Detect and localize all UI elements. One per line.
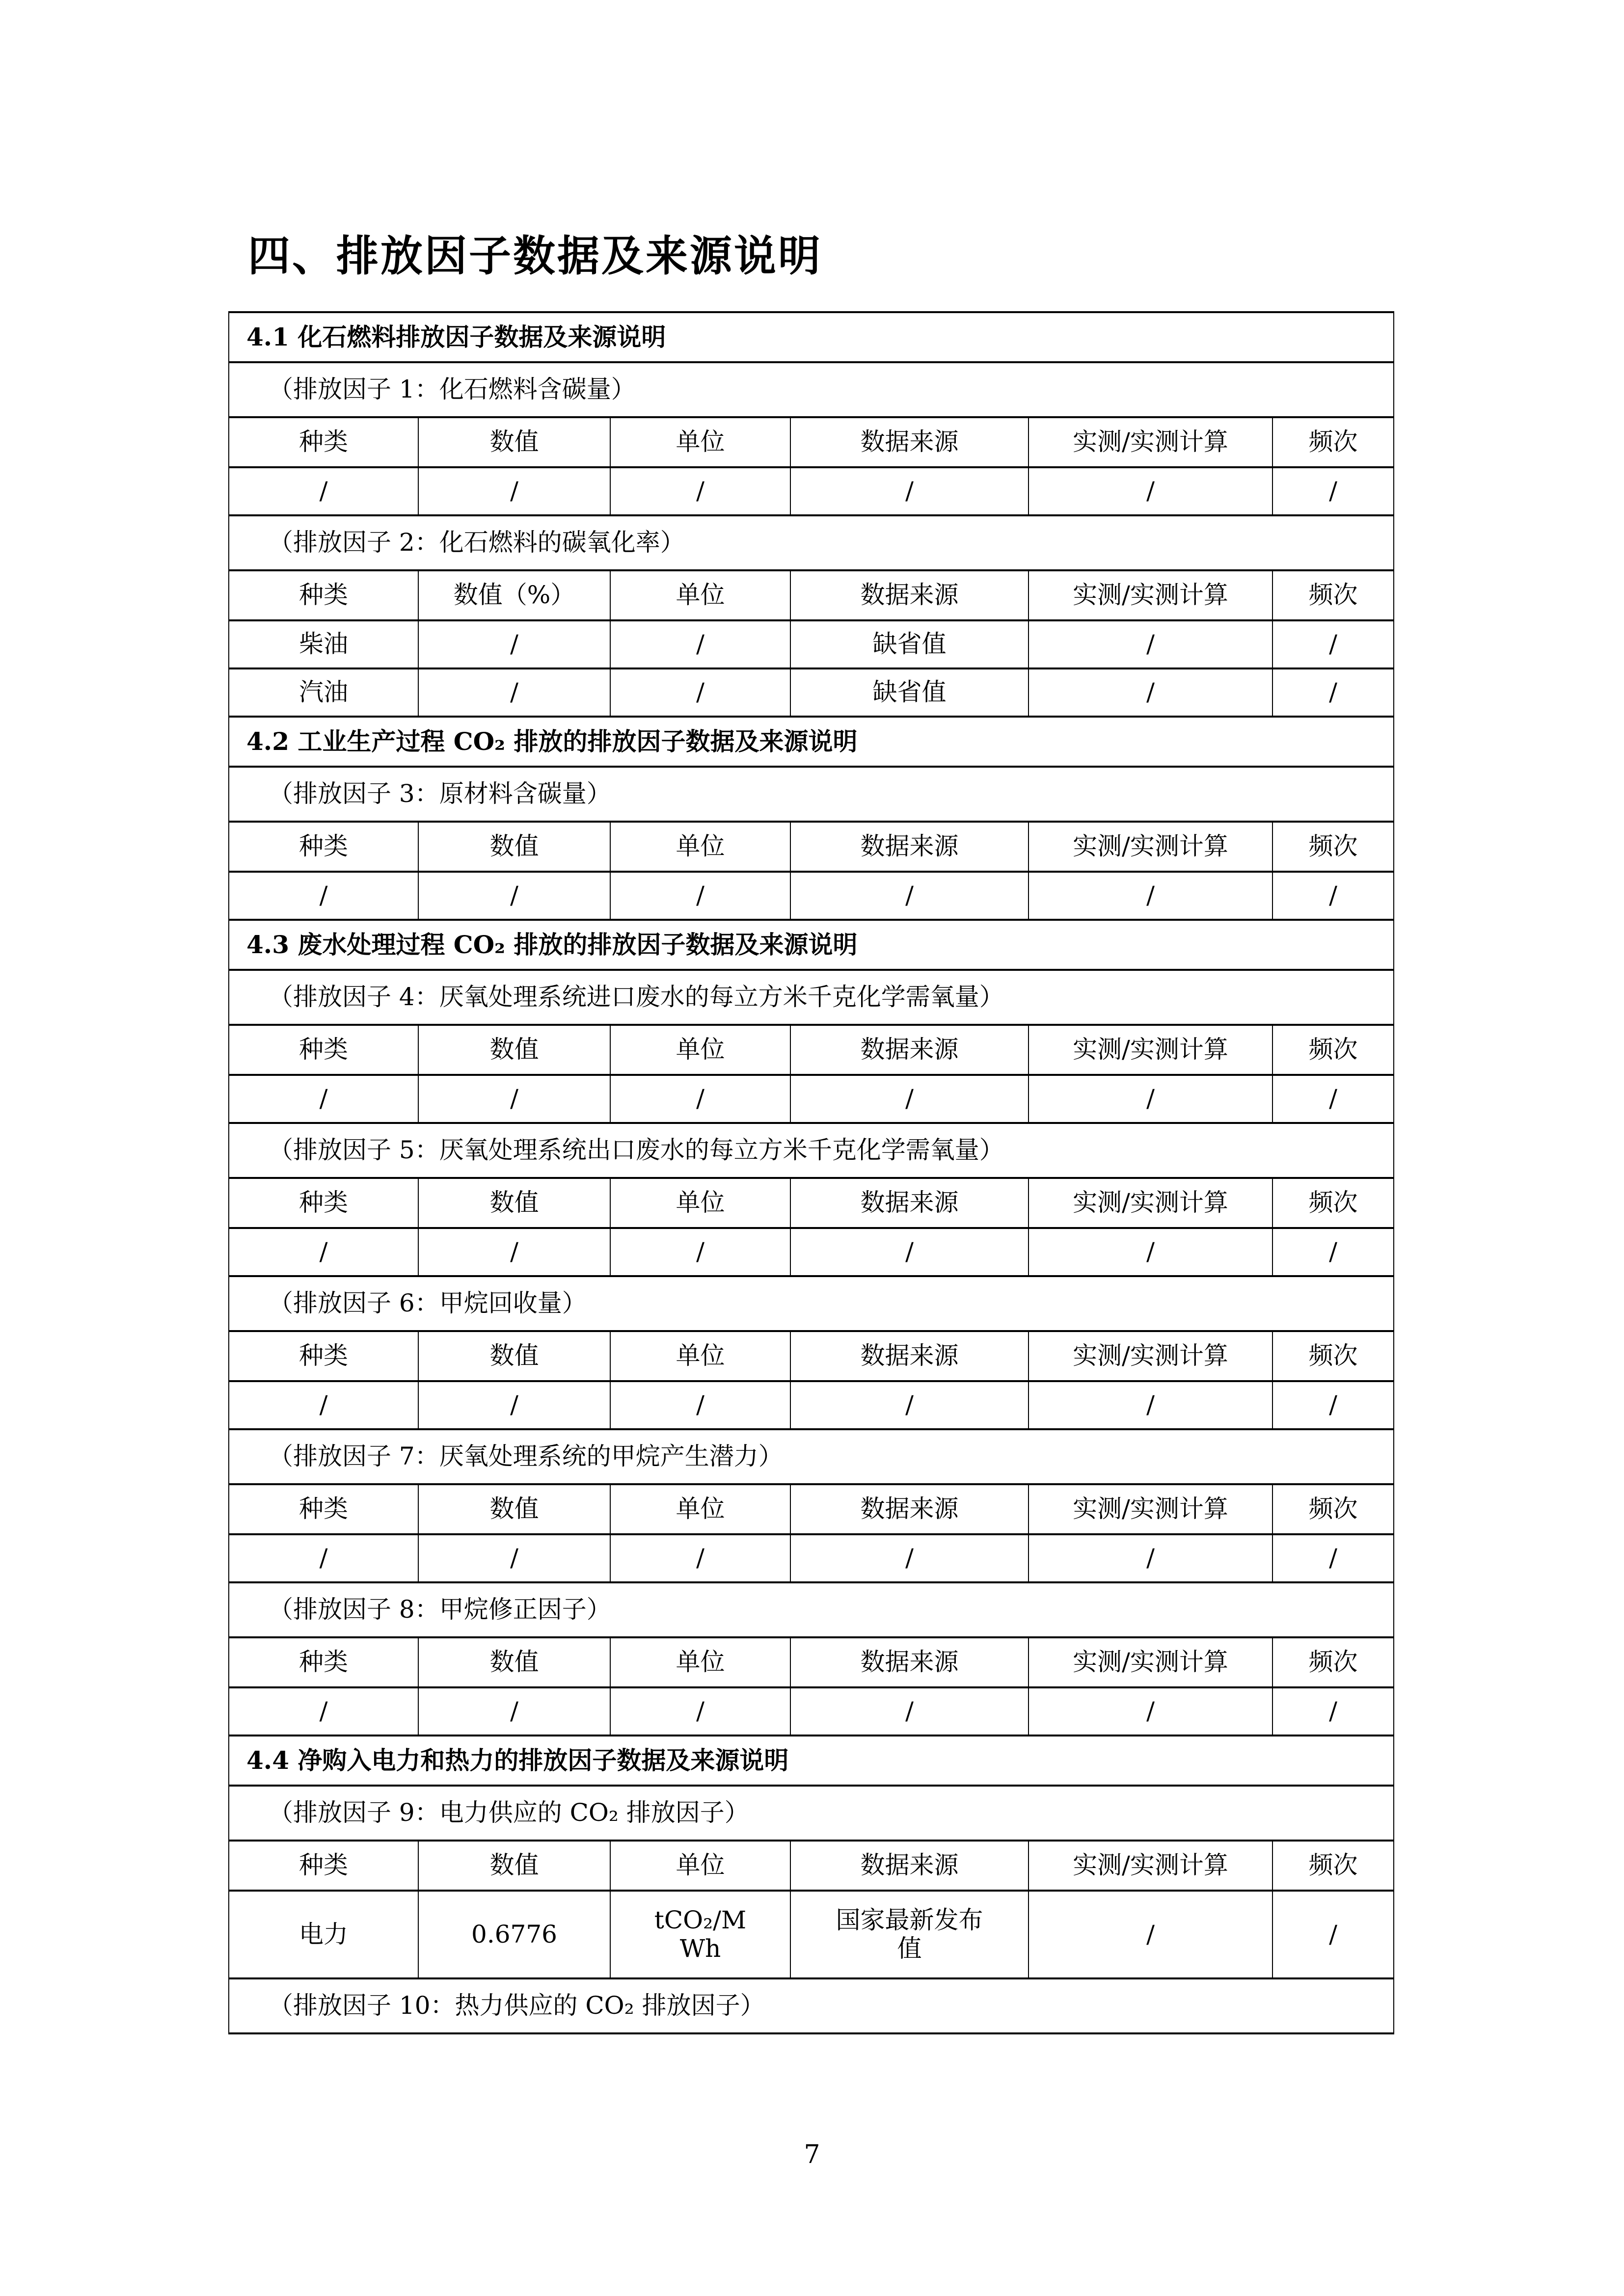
column-header-cell bbox=[229, 417, 418, 467]
data-cell bbox=[418, 620, 610, 668]
section-title-cell: 4.2 工业生产过程 CO₂ 排放的排放因子数据及来源说明 bbox=[229, 717, 1394, 767]
cell-text: 种类 bbox=[299, 832, 348, 861]
column-header-cell bbox=[229, 1025, 418, 1075]
factor-caption-cell: （排放因子 4：厌氧处理系统进口废水的每立方米千克化学需氧量） bbox=[229, 970, 1394, 1025]
cell-text: / bbox=[319, 1084, 328, 1113]
header-row bbox=[229, 1331, 1394, 1381]
cell-text: / bbox=[1146, 678, 1155, 707]
cell-text: 数据来源 bbox=[860, 1851, 959, 1880]
cell-text: / bbox=[510, 630, 518, 659]
data-cell bbox=[229, 1891, 418, 1978]
data-cell bbox=[1029, 1687, 1272, 1735]
cell-text: 单位 bbox=[676, 832, 725, 861]
cell-text: 数值 bbox=[489, 1188, 539, 1217]
page-number: 7 bbox=[804, 2140, 820, 2169]
data-cell bbox=[790, 1228, 1029, 1276]
column-header-cell bbox=[610, 822, 790, 872]
cell-text: 数据来源 bbox=[860, 427, 959, 456]
cell-text: / bbox=[510, 477, 518, 506]
cell-text: 单位 bbox=[676, 1495, 725, 1523]
cell-text: 数据来源 bbox=[860, 1495, 959, 1523]
column-header-cell bbox=[418, 1637, 610, 1687]
section-row bbox=[229, 312, 1394, 362]
cell-text: / bbox=[1329, 1544, 1337, 1573]
data-row bbox=[229, 1228, 1394, 1276]
data-cell bbox=[418, 467, 610, 515]
cell-text: / bbox=[1146, 1390, 1155, 1419]
data-cell bbox=[1272, 668, 1394, 717]
cell-text: / bbox=[905, 881, 914, 910]
cell-text: / bbox=[1329, 477, 1337, 506]
section-row bbox=[229, 920, 1394, 970]
cell-text: / bbox=[510, 1390, 518, 1419]
cell-text: 数值 bbox=[489, 1648, 539, 1677]
header-row bbox=[229, 1484, 1394, 1534]
cell-text: 频次 bbox=[1308, 1495, 1358, 1523]
data-cell bbox=[790, 1381, 1029, 1429]
data-cell bbox=[418, 1687, 610, 1735]
column-header-cell bbox=[790, 1331, 1029, 1381]
cell-text: 种类 bbox=[299, 1341, 348, 1370]
data-cell bbox=[610, 1687, 790, 1735]
data-cell bbox=[610, 620, 790, 668]
data-cell bbox=[1272, 1534, 1394, 1582]
data-cell bbox=[1029, 872, 1272, 920]
column-header-cell bbox=[610, 1484, 790, 1534]
data-cell bbox=[418, 1228, 610, 1276]
cell-text: 单位 bbox=[676, 1851, 725, 1880]
column-header-cell bbox=[610, 1637, 790, 1687]
cell-text: / bbox=[510, 881, 518, 910]
factor-caption-cell: （排放因子 8：甲烷修正因子） bbox=[229, 1582, 1394, 1637]
section-title-cell: 4.4 净购入电力和热力的排放因子数据及来源说明 bbox=[229, 1735, 1394, 1786]
data-cell bbox=[610, 668, 790, 717]
data-cell bbox=[610, 467, 790, 515]
data-row bbox=[229, 872, 1394, 920]
cell-text: / bbox=[696, 477, 704, 506]
cell-text: 数值 bbox=[489, 1495, 539, 1523]
cell-text: / bbox=[1329, 1390, 1337, 1419]
column-header-cell bbox=[229, 822, 418, 872]
cell-text: 数据来源 bbox=[860, 1341, 959, 1370]
data-cell bbox=[1272, 1228, 1394, 1276]
cell-text: 国家最新发布值 bbox=[836, 1906, 983, 1963]
column-header-cell bbox=[1029, 1025, 1272, 1075]
span-row bbox=[229, 1786, 1394, 1841]
cell-text: 电力 bbox=[299, 1920, 348, 1949]
column-header-cell bbox=[229, 1841, 418, 1891]
span-row bbox=[229, 1276, 1394, 1331]
cell-text: / bbox=[1329, 630, 1337, 659]
data-cell bbox=[1029, 620, 1272, 668]
span-row bbox=[229, 1582, 1394, 1637]
cell-text: 数值（%） bbox=[453, 581, 575, 610]
column-header-cell bbox=[1029, 1637, 1272, 1687]
cell-text: / bbox=[1146, 881, 1155, 910]
cell-text: / bbox=[1329, 678, 1337, 707]
cell-text: / bbox=[1146, 477, 1155, 506]
data-row bbox=[229, 1381, 1394, 1429]
column-header-cell bbox=[1272, 822, 1394, 872]
data-cell bbox=[790, 1075, 1029, 1123]
column-header-cell bbox=[229, 1484, 418, 1534]
span-row bbox=[229, 1123, 1394, 1178]
span-row bbox=[229, 515, 1394, 570]
cell-text: 频次 bbox=[1308, 581, 1358, 610]
data-cell bbox=[610, 1075, 790, 1123]
data-cell bbox=[418, 1075, 610, 1123]
header-row bbox=[229, 1178, 1394, 1228]
cell-text: 数据来源 bbox=[860, 1188, 959, 1217]
cell-text: / bbox=[510, 1544, 518, 1573]
data-cell bbox=[1272, 1687, 1394, 1735]
data-cell bbox=[418, 1381, 610, 1429]
page-title: 四、排放因子数据及来源说明 bbox=[248, 231, 822, 281]
data-cell bbox=[1029, 1534, 1272, 1582]
span-row bbox=[229, 362, 1394, 417]
column-header-cell bbox=[1272, 570, 1394, 620]
column-header-cell bbox=[418, 417, 610, 467]
cell-text: / bbox=[696, 1544, 704, 1573]
data-cell bbox=[229, 668, 418, 717]
data-cell bbox=[610, 1381, 790, 1429]
cell-text: / bbox=[1329, 1084, 1337, 1113]
span-row bbox=[229, 970, 1394, 1025]
cell-text: / bbox=[696, 881, 704, 910]
data-cell bbox=[790, 1687, 1029, 1735]
data-cell bbox=[1272, 872, 1394, 920]
factor-caption-cell: （排放因子 6：甲烷回收量） bbox=[229, 1276, 1394, 1331]
cell-text: 缺省值 bbox=[872, 630, 947, 659]
data-cell bbox=[1272, 1891, 1394, 1978]
data-cell bbox=[1029, 1891, 1272, 1978]
cell-text: 数据来源 bbox=[860, 832, 959, 861]
cell-text: / bbox=[696, 1084, 704, 1113]
column-header-cell bbox=[610, 570, 790, 620]
column-header-cell bbox=[790, 1841, 1029, 1891]
data-cell bbox=[229, 1075, 418, 1123]
column-header-cell bbox=[418, 1484, 610, 1534]
column-header-cell bbox=[790, 822, 1029, 872]
factor-caption-cell: （排放因子 2：化石燃料的碳氧化率） bbox=[229, 515, 1394, 570]
cell-text: 数据来源 bbox=[860, 1648, 959, 1677]
data-cell bbox=[418, 872, 610, 920]
cell-text: / bbox=[696, 678, 704, 707]
column-header-cell bbox=[229, 570, 418, 620]
cell-text: / bbox=[1146, 630, 1155, 659]
cell-text: 实测/实测计算 bbox=[1073, 1341, 1228, 1370]
data-cell bbox=[1029, 1381, 1272, 1429]
column-header-cell bbox=[1029, 1178, 1272, 1228]
data-cell bbox=[610, 1228, 790, 1276]
data-cell bbox=[610, 1534, 790, 1582]
cell-text: / bbox=[905, 1237, 914, 1266]
data-row bbox=[229, 1687, 1394, 1735]
column-header-cell bbox=[418, 570, 610, 620]
cell-text: 频次 bbox=[1308, 832, 1358, 861]
section-title-cell: 4.3 废水处理过程 CO₂ 排放的排放因子数据及来源说明 bbox=[229, 920, 1394, 970]
cell-text: / bbox=[905, 1084, 914, 1113]
cell-text: 实测/实测计算 bbox=[1073, 1648, 1228, 1677]
cell-text: 数值 bbox=[489, 427, 539, 456]
factor-caption-cell: （排放因子 1：化石燃料含碳量） bbox=[229, 362, 1394, 417]
cell-text: / bbox=[905, 1697, 914, 1726]
cell-text: 频次 bbox=[1308, 1851, 1358, 1880]
cell-text: / bbox=[319, 1237, 328, 1266]
cell-text: / bbox=[905, 477, 914, 506]
cell-text: 种类 bbox=[299, 1648, 348, 1677]
header-row bbox=[229, 1637, 1394, 1687]
cell-text: tCO₂/MWh bbox=[654, 1906, 747, 1963]
cell-text: 种类 bbox=[299, 1035, 348, 1064]
column-header-cell bbox=[1029, 417, 1272, 467]
emission-factor-table-body bbox=[229, 312, 1394, 2033]
data-cell bbox=[418, 1891, 610, 1978]
factor-caption-cell: （排放因子 9：电力供应的 CO₂ 排放因子） bbox=[229, 1786, 1394, 1841]
data-cell bbox=[790, 467, 1029, 515]
header-row bbox=[229, 570, 1394, 620]
column-header-cell bbox=[610, 1178, 790, 1228]
cell-text: 数值 bbox=[489, 1341, 539, 1370]
data-cell bbox=[610, 1891, 790, 1978]
section-row bbox=[229, 717, 1394, 767]
column-header-cell bbox=[610, 1025, 790, 1075]
column-header-cell bbox=[1272, 417, 1394, 467]
data-cell bbox=[1029, 668, 1272, 717]
column-header-cell bbox=[229, 1331, 418, 1381]
cell-text: 频次 bbox=[1308, 427, 1358, 456]
data-cell bbox=[790, 620, 1029, 668]
cell-text: 种类 bbox=[299, 1495, 348, 1523]
column-header-cell bbox=[1272, 1841, 1394, 1891]
data-cell bbox=[1272, 1075, 1394, 1123]
data-row bbox=[229, 668, 1394, 717]
data-cell bbox=[1272, 1381, 1394, 1429]
column-header-cell bbox=[1272, 1178, 1394, 1228]
data-cell bbox=[1272, 467, 1394, 515]
cell-text: 数值 bbox=[489, 1035, 539, 1064]
cell-text: / bbox=[1329, 1697, 1337, 1726]
cell-text: / bbox=[510, 678, 518, 707]
column-header-cell bbox=[1272, 1484, 1394, 1534]
column-header-cell bbox=[229, 1637, 418, 1687]
cell-text: / bbox=[510, 1237, 518, 1266]
emission-factor-table bbox=[228, 311, 1394, 2034]
cell-text: / bbox=[1146, 1237, 1155, 1266]
data-cell bbox=[229, 872, 418, 920]
cell-text: 种类 bbox=[299, 1188, 348, 1217]
column-header-cell bbox=[610, 1331, 790, 1381]
cell-text: / bbox=[1329, 1237, 1337, 1266]
data-cell bbox=[790, 1891, 1029, 1978]
cell-text: 数值 bbox=[489, 1851, 539, 1880]
data-row bbox=[229, 620, 1394, 668]
data-cell bbox=[1029, 1228, 1272, 1276]
column-header-cell bbox=[1272, 1637, 1394, 1687]
cell-text: 单位 bbox=[676, 1648, 725, 1677]
data-cell bbox=[229, 1228, 418, 1276]
column-header-cell bbox=[418, 1025, 610, 1075]
data-cell bbox=[229, 1687, 418, 1735]
data-cell bbox=[1029, 1075, 1272, 1123]
cell-text: / bbox=[1146, 1084, 1155, 1113]
column-header-cell bbox=[790, 1484, 1029, 1534]
section-title-cell: 4.1 化石燃料排放因子数据及来源说明 bbox=[229, 312, 1394, 362]
column-header-cell bbox=[1272, 1331, 1394, 1381]
data-cell bbox=[790, 1534, 1029, 1582]
data-row bbox=[229, 467, 1394, 515]
cell-text: / bbox=[905, 1544, 914, 1573]
column-header-cell bbox=[790, 1637, 1029, 1687]
data-cell bbox=[418, 1534, 610, 1582]
data-cell bbox=[790, 668, 1029, 717]
data-cell bbox=[790, 872, 1029, 920]
header-row bbox=[229, 822, 1394, 872]
cell-text: / bbox=[1146, 1697, 1155, 1726]
cell-text: 频次 bbox=[1308, 1648, 1358, 1677]
cell-text: / bbox=[1146, 1920, 1155, 1949]
cell-text: / bbox=[319, 1697, 328, 1726]
data-cell bbox=[229, 1534, 418, 1582]
column-header-cell bbox=[418, 822, 610, 872]
section-row bbox=[229, 1735, 1394, 1786]
data-cell bbox=[1272, 620, 1394, 668]
column-header-cell bbox=[790, 417, 1029, 467]
column-header-cell bbox=[790, 570, 1029, 620]
cell-text: 单位 bbox=[676, 1341, 725, 1370]
column-header-cell bbox=[610, 1841, 790, 1891]
cell-text: 实测/实测计算 bbox=[1073, 1035, 1228, 1064]
cell-text: 频次 bbox=[1308, 1188, 1358, 1217]
cell-text: 实测/实测计算 bbox=[1073, 581, 1228, 610]
column-header-cell bbox=[790, 1178, 1029, 1228]
cell-text: / bbox=[319, 881, 328, 910]
column-header-cell bbox=[229, 1178, 418, 1228]
cell-text: 实测/实测计算 bbox=[1073, 1188, 1228, 1217]
factor-caption-cell: （排放因子 5：厌氧处理系统出口废水的每立方米千克化学需氧量） bbox=[229, 1123, 1394, 1178]
cell-text: 单位 bbox=[676, 427, 725, 456]
cell-text: 频次 bbox=[1308, 1341, 1358, 1370]
cell-text: / bbox=[1146, 1544, 1155, 1573]
data-cell bbox=[418, 668, 610, 717]
cell-text: 数据来源 bbox=[860, 581, 959, 610]
column-header-cell bbox=[1029, 822, 1272, 872]
cell-text: / bbox=[510, 1084, 518, 1113]
column-header-cell bbox=[418, 1841, 610, 1891]
column-header-cell bbox=[1029, 1484, 1272, 1534]
cell-text: / bbox=[1329, 881, 1337, 910]
cell-text: 实测/实测计算 bbox=[1073, 1851, 1228, 1880]
cell-text: 数值 bbox=[489, 832, 539, 861]
column-header-cell bbox=[1272, 1025, 1394, 1075]
cell-text: / bbox=[510, 1697, 518, 1726]
cell-text: / bbox=[905, 1390, 914, 1419]
cell-text: / bbox=[696, 630, 704, 659]
data-cell bbox=[610, 872, 790, 920]
cell-text: / bbox=[319, 1390, 328, 1419]
cell-text: 0.6776 bbox=[471, 1920, 557, 1949]
data-cell bbox=[229, 467, 418, 515]
cell-text: 种类 bbox=[299, 427, 348, 456]
cell-text: / bbox=[1329, 1920, 1337, 1949]
column-header-cell bbox=[1029, 570, 1272, 620]
factor-caption-cell: （排放因子 3：原材料含碳量） bbox=[229, 767, 1394, 822]
data-cell bbox=[229, 1381, 418, 1429]
data-row bbox=[229, 1891, 1394, 1978]
span-row bbox=[229, 1978, 1394, 2033]
data-cell bbox=[229, 620, 418, 668]
cell-text: / bbox=[319, 1544, 328, 1573]
cell-text: / bbox=[696, 1697, 704, 1726]
cell-text: / bbox=[696, 1237, 704, 1266]
cell-text: 实测/实测计算 bbox=[1073, 1495, 1228, 1523]
column-header-cell bbox=[610, 417, 790, 467]
cell-text: 实测/实测计算 bbox=[1073, 427, 1228, 456]
column-header-cell bbox=[790, 1025, 1029, 1075]
cell-text: 单位 bbox=[676, 1188, 725, 1217]
data-cell bbox=[1029, 467, 1272, 515]
cell-text: 柴油 bbox=[299, 630, 348, 659]
cell-text: 单位 bbox=[676, 1035, 725, 1064]
cell-text: 单位 bbox=[676, 581, 725, 610]
cell-text: 实测/实测计算 bbox=[1073, 832, 1228, 861]
cell-text: 汽油 bbox=[299, 678, 348, 707]
data-row bbox=[229, 1075, 1394, 1123]
span-row bbox=[229, 1429, 1394, 1484]
factor-caption-cell: （排放因子 10：热力供应的 CO₂ 排放因子） bbox=[229, 1978, 1394, 2033]
cell-text: / bbox=[696, 1390, 704, 1419]
header-row bbox=[229, 1841, 1394, 1891]
cell-text: / bbox=[319, 477, 328, 506]
cell-text: 种类 bbox=[299, 581, 348, 610]
column-header-cell bbox=[1029, 1331, 1272, 1381]
cell-text: 数据来源 bbox=[860, 1035, 959, 1064]
cell-text: 缺省值 bbox=[872, 678, 947, 707]
header-row bbox=[229, 417, 1394, 467]
factor-caption-cell: （排放因子 7：厌氧处理系统的甲烷产生潜力） bbox=[229, 1429, 1394, 1484]
column-header-cell bbox=[418, 1178, 610, 1228]
span-row bbox=[229, 767, 1394, 822]
header-row bbox=[229, 1025, 1394, 1075]
column-header-cell bbox=[418, 1331, 610, 1381]
cell-text: 种类 bbox=[299, 1851, 348, 1880]
data-row bbox=[229, 1534, 1394, 1582]
column-header-cell bbox=[1029, 1841, 1272, 1891]
cell-text: 频次 bbox=[1308, 1035, 1358, 1064]
